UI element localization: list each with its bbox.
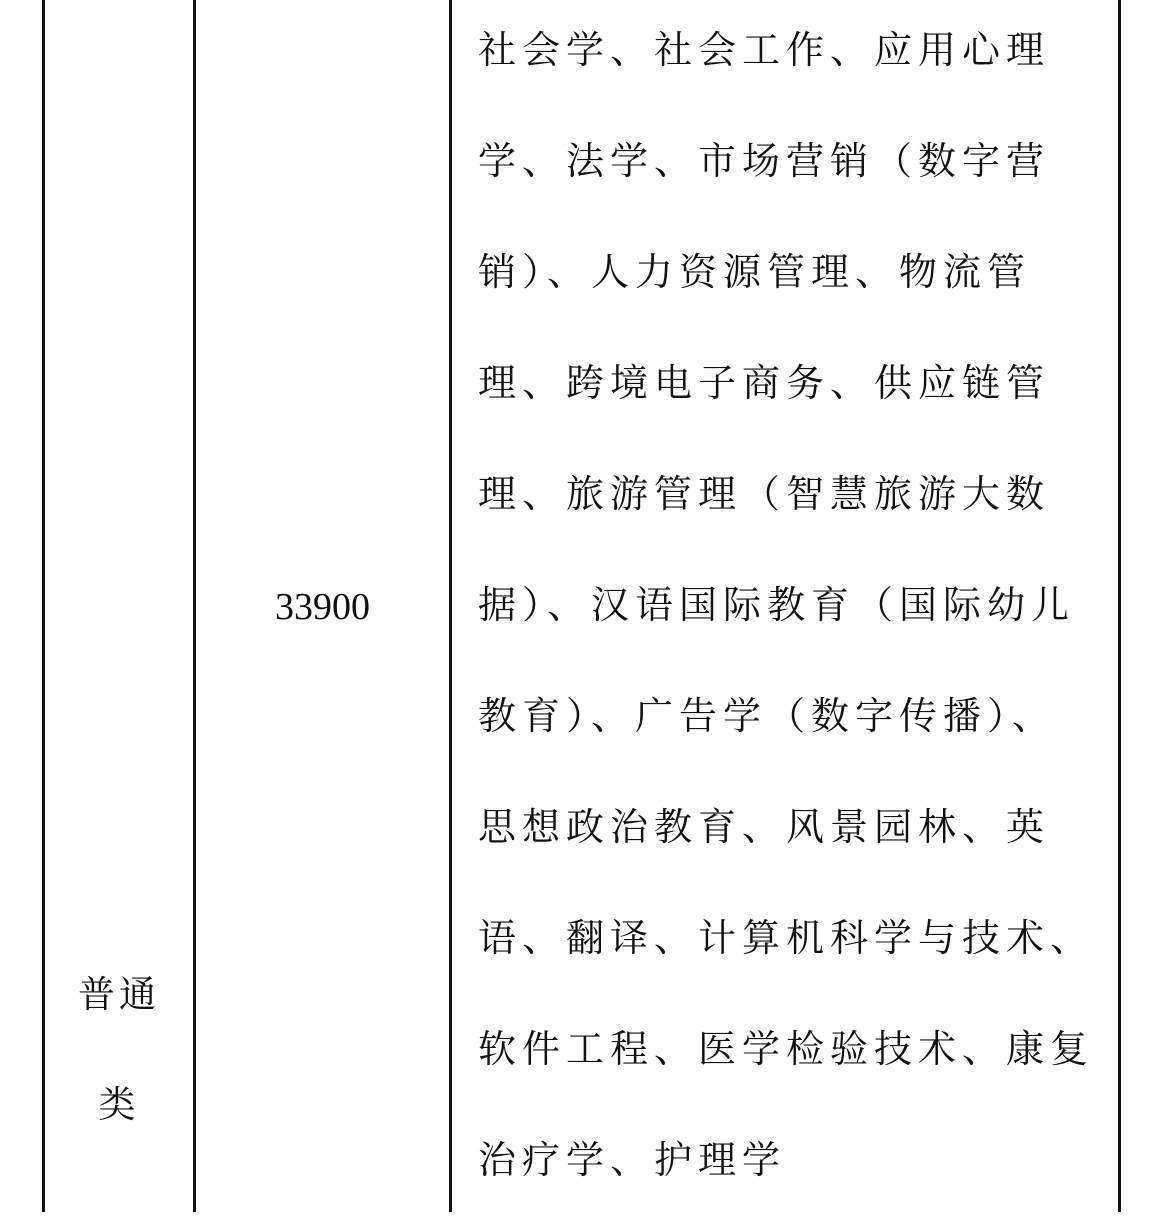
majors-line: 销）、人力资源管理、物流管: [478, 250, 1032, 294]
majors-line: 思想政治教育、风景园林、英: [478, 805, 1051, 849]
majors-line: 理、跨境电子商务、供应链管: [478, 361, 1051, 405]
majors-line: 据）、汉语国际教育（国际幼儿: [478, 583, 1076, 627]
majors-cell: [478, 0, 1103, 1221]
tuition-fee-cell: 33900: [275, 586, 370, 628]
majors-line: 教育）、广告学（数字传播）、: [478, 694, 1057, 738]
category-text-line: 普通: [78, 973, 160, 1016]
majors-line: 学、法学、市场营销（数字营: [478, 139, 1051, 183]
majors-line: 治疗学、护理学: [478, 1138, 787, 1182]
column-divider-2: [449, 0, 452, 1212]
table-border-right: [1118, 0, 1121, 1212]
category-text-line: 类: [98, 1083, 140, 1126]
majors-line: 理、旅游管理（智慧旅游大数: [478, 472, 1051, 516]
majors-line: 语、翻译、计算机科学与技术、: [478, 916, 1095, 960]
majors-line: 软件工程、医学检验技术、康复: [478, 1027, 1095, 1071]
category-cell: [45, 940, 193, 1160]
majors-line: 社会学、社会工作、应用心理: [478, 28, 1051, 72]
